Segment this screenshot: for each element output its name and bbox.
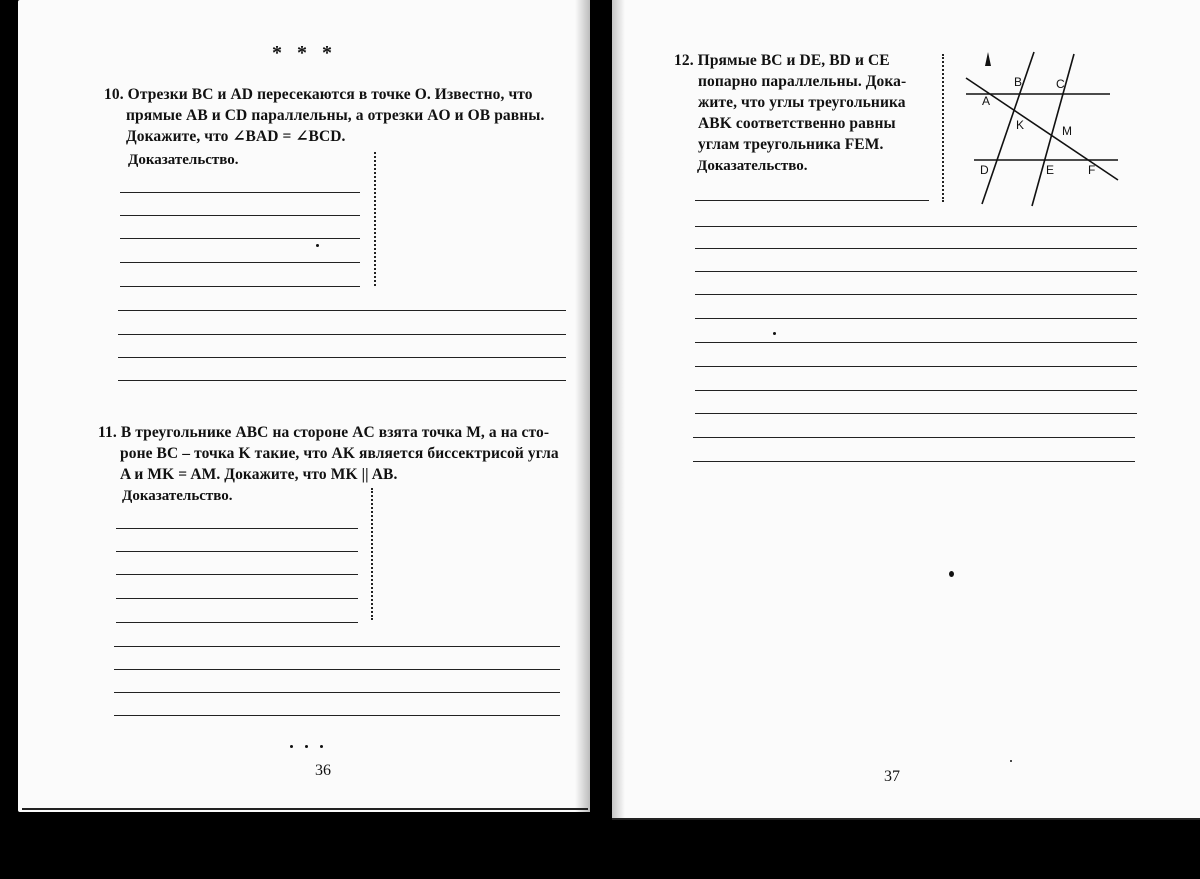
section-stars: * * * <box>272 42 332 64</box>
answer-line[interactable] <box>116 528 358 529</box>
task-11-text <box>98 422 568 485</box>
answer-line[interactable] <box>118 310 566 311</box>
arrow-icon <box>985 52 991 66</box>
task-11-number: 11. <box>98 424 117 441</box>
answer-line[interactable] <box>695 342 1137 343</box>
task-11-line-1: 11. В треугольнике ABC на стороне AC взята точка M, а на сто- <box>98 424 550 441</box>
task-11-line-2: роне BC – точка K такие, что AK является биссектрисой угла <box>120 445 559 462</box>
task-12-line-1: 12. Прямые BC и DE, BD и CE <box>674 52 890 69</box>
scan-speck <box>290 745 293 748</box>
scan-speck <box>305 745 308 748</box>
label-m: M <box>1062 124 1072 138</box>
answer-line[interactable] <box>114 692 560 693</box>
book-spine <box>575 0 625 879</box>
answer-line[interactable] <box>114 646 560 647</box>
task-10-proof-label: Доказательство. <box>128 152 239 168</box>
label-c: C <box>1056 77 1065 91</box>
answer-line[interactable] <box>695 366 1137 367</box>
answer-line[interactable] <box>120 215 360 216</box>
answer-line[interactable] <box>116 622 358 623</box>
task-12-line-3: жите, что углы треугольника <box>698 94 906 111</box>
task-10-divider <box>374 152 376 286</box>
answer-line[interactable] <box>693 437 1135 438</box>
answer-line[interactable] <box>695 271 1137 272</box>
task-10-line-3: Докажите, что ∠BAD = ∠BCD. <box>126 128 346 145</box>
answer-line[interactable] <box>693 461 1135 462</box>
task-12-line-4: ABK соответственно равны <box>698 115 896 132</box>
answer-line[interactable] <box>114 715 560 716</box>
task-10-number: 10. <box>104 86 124 103</box>
task-12-line-2: попарно параллельны. Дока- <box>698 73 907 90</box>
label-e: E <box>1046 163 1055 177</box>
answer-line[interactable] <box>116 598 358 599</box>
page-bottom-edge <box>22 808 588 810</box>
label-a: A <box>982 94 991 108</box>
answer-line[interactable] <box>118 334 566 335</box>
answer-line[interactable] <box>120 238 360 239</box>
task-12-number: 12. <box>674 52 694 69</box>
page-number-left: 36 <box>315 762 331 779</box>
answer-line[interactable] <box>695 248 1137 249</box>
answer-line[interactable] <box>118 380 566 381</box>
label-d: D <box>980 163 989 177</box>
answer-line[interactable] <box>695 318 1137 319</box>
label-k: K <box>1016 118 1025 132</box>
geometry-figure <box>960 48 1130 208</box>
task-12-line-5: углам треугольника FEM. <box>698 136 884 153</box>
scan-speck <box>1010 760 1012 762</box>
answer-line[interactable] <box>695 413 1137 414</box>
answer-line[interactable] <box>695 226 1137 227</box>
answer-line[interactable] <box>695 200 929 201</box>
task-10-text <box>104 84 574 147</box>
scan-speck <box>773 332 776 335</box>
scan-speck <box>949 571 954 577</box>
answer-line[interactable] <box>120 192 360 193</box>
line-bd <box>982 52 1034 204</box>
task-12-divider <box>942 54 944 202</box>
answer-line[interactable] <box>120 286 360 287</box>
answer-line[interactable] <box>695 294 1137 295</box>
task-11-proof-label: Доказательство. <box>122 488 233 504</box>
task-11-divider <box>371 488 373 620</box>
scan-speck <box>320 745 323 748</box>
label-f: F <box>1088 163 1096 177</box>
answer-line[interactable] <box>695 390 1137 391</box>
answer-line[interactable] <box>120 262 360 263</box>
answer-line[interactable] <box>114 669 560 670</box>
task-11-line-3: A и MK = AM. Докажите, что MK || AB. <box>120 466 398 483</box>
task-10-line-1: 10. Отрезки BC и AD пересекаются в точке O. Известно, что <box>104 86 533 103</box>
task-12-text <box>674 50 944 155</box>
answer-line[interactable] <box>116 574 358 575</box>
scan-speck <box>316 244 319 247</box>
answer-line[interactable] <box>118 357 566 358</box>
task-10-line-2: прямые AB и CD параллельны, а отрезки AO и OB равны. <box>126 107 545 124</box>
page-bottom-edge <box>612 818 1200 820</box>
page-number-right: 37 <box>884 768 900 785</box>
task-12-proof-label: Доказательство. <box>697 158 808 174</box>
label-b: B <box>1014 75 1023 89</box>
answer-line[interactable] <box>116 551 358 552</box>
